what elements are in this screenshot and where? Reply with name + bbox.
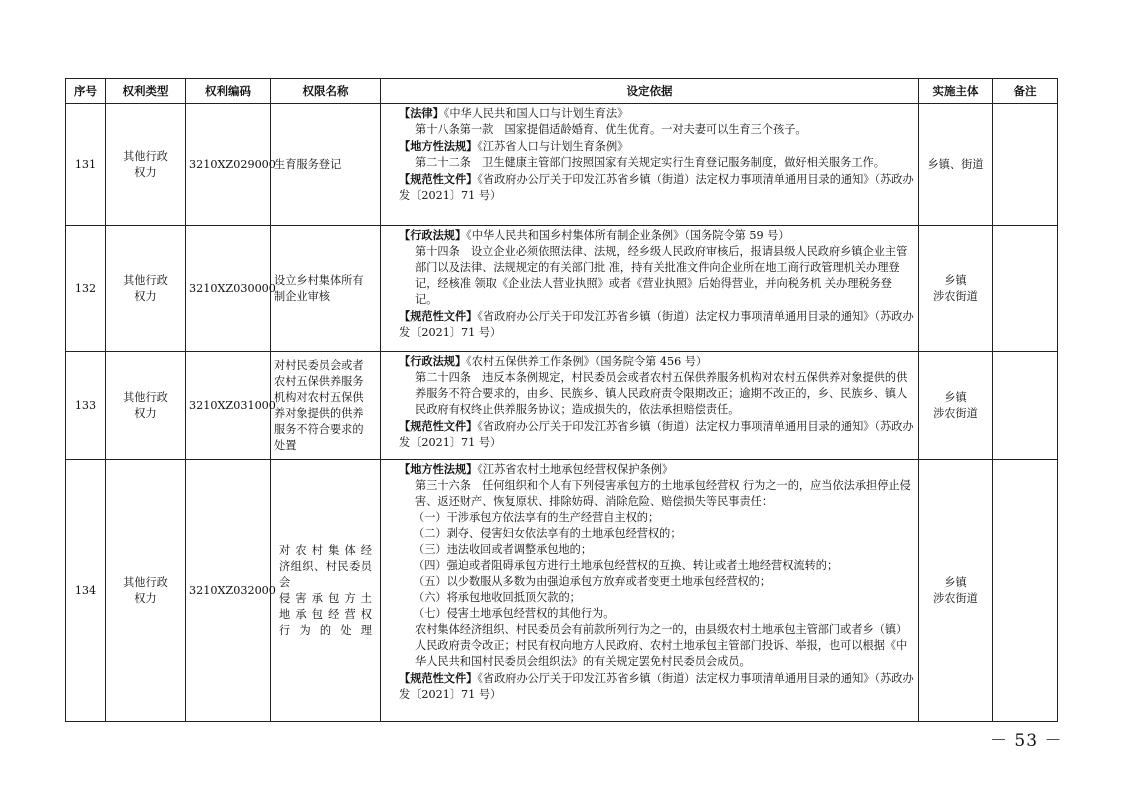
authority-type-cell — [106, 104, 186, 226]
legal-basis-text: （二）剥夺、侵害妇女依法享有的土地承包经营权的； — [413, 527, 682, 540]
legal-basis-text: （四）强迫或者阻碍承包方进行土地承包经营权的互换、转让或者土地经营权流转的； — [413, 559, 839, 572]
row-number-cell: 134 — [66, 460, 106, 722]
header-subject: 实施主体 — [919, 79, 993, 104]
legal-basis-tag: 【法律】 — [399, 106, 444, 120]
legal-basis-paragraph — [387, 526, 914, 542]
authority-type-line: 其他行政 — [123, 390, 168, 404]
legal-basis-paragraph — [387, 622, 914, 670]
legal-basis-text: 第二十四条 违反本条例规定，村民委员会或者农村五保供养服务机构对农村五保供养对象提供的供养服务不符合要求的，由乡、民族乡、镇人民政府责令限期改正；逾期不改正的，乡、民族乡、镇人民政府有权终止供养服务协议；造成损失的，依法承担赔偿责任。 — [415, 371, 908, 416]
legal-basis-text: 第十四条 设立企业必须依照法律、法规，经乡级人民政府审核后，报请县级人民政府乡镇企业主管部门以及法律、法规规定的有关部门批 准，持有关批准文件向企业所在地工商行政管理机关办理登记，经核准 领取《企业法人营业执照》或者《营业执照》后始得营业，并向税务机 关办理税务登记。 — [415, 245, 908, 306]
implementing-subject-line: 乡镇 — [944, 575, 967, 589]
legal-basis-text: 《省政府办公厅关于印发江苏省乡镇（街道）法定权力事项清单通用目录的通知》（苏政办发〔2021〕71 号） — [399, 173, 914, 202]
legal-basis-paragraph — [387, 138, 914, 155]
legal-basis-paragraph — [387, 461, 914, 478]
legal-basis-text: （七）侵害土地承包经营权的其他行为。 — [413, 607, 615, 620]
authority-type-cell — [106, 460, 186, 722]
authority-name-line: 机构对农村五保供 — [274, 390, 364, 404]
authority-code-cell: 3210XZ032000 — [186, 460, 271, 722]
authority-name-line: 行为的处理 — [279, 623, 372, 637]
implementing-subject-line: 乡镇 — [944, 390, 967, 404]
table-row — [66, 226, 1058, 352]
legal-basis-paragraph — [387, 105, 914, 122]
legal-basis-paragraph — [387, 542, 914, 558]
legal-basis-text: （五）以少数服从多数为由强迫承包方放弃或者变更土地承包经营权的； — [413, 575, 772, 588]
legal-basis-text: 《中华人民共和国人口与计划生育法》 — [443, 107, 629, 120]
implementing-subject-line: 涉农街道 — [933, 591, 978, 605]
authority-type-cell — [106, 352, 186, 460]
implementing-subject-line: 涉农街道 — [933, 406, 978, 420]
authority-name-cell — [271, 104, 381, 226]
legal-basis-cell — [381, 226, 919, 352]
row-number-cell: 132 — [66, 226, 106, 352]
legal-basis-text: （一）干涉承包方依法享有的生产经营自主权的； — [413, 511, 660, 524]
table-row — [66, 460, 1058, 722]
authority-type-line: 其他行政 — [123, 575, 168, 589]
header-no: 序号 — [66, 79, 106, 104]
authority-name-line: 对农村集体经 — [279, 543, 372, 557]
authority-name-cell — [271, 460, 381, 722]
legal-basis-text: 《省政府办公厅关于印发江苏省乡镇（街道）法定权力事项清单通用目录的通知》（苏政办发〔2021〕71 号） — [399, 672, 914, 701]
legal-basis-tag: 【地方性法规】 — [399, 462, 478, 476]
legal-basis-paragraph — [387, 171, 914, 204]
authority-type-line: 权力 — [134, 289, 157, 303]
legal-basis-text: （六）将承包地收回抵顶欠款的； — [413, 591, 581, 604]
implementing-subject-line: 乡镇 — [944, 273, 967, 287]
implementing-subject-cell — [919, 460, 993, 722]
page-number: － 53 － — [990, 731, 1063, 751]
legal-basis-paragraph — [387, 590, 914, 606]
legal-basis-tag: 【地方性法规】 — [399, 139, 478, 153]
legal-basis-paragraph — [387, 574, 914, 590]
authority-name-line: 制企业审核 — [274, 289, 330, 303]
legal-basis-text: 第三十六条 任何组织和个人有下列侵害承包方的土地承包经营权 行为之一的，应当依法承担停止侵害、返还财产、恢复原状、排除妨碍、消除危险、赔偿损失等民事责任： — [415, 479, 911, 508]
row-number-cell: 131 — [66, 104, 106, 226]
legal-basis-paragraph — [387, 155, 914, 171]
authority-type-line: 权力 — [134, 591, 157, 605]
legal-basis-tag: 【行政法规】 — [399, 228, 467, 242]
remark-cell — [993, 460, 1058, 722]
legal-basis-paragraph — [387, 244, 914, 308]
authority-name-line: 设立乡村集体所有 — [274, 273, 364, 287]
legal-basis-tag: 【规范性文件】 — [399, 671, 478, 685]
table-row — [66, 352, 1058, 460]
authority-table — [65, 78, 1058, 722]
authority-type-line: 其他行政 — [123, 149, 168, 163]
implementing-subject-cell — [919, 104, 993, 226]
legal-basis-text: 《中华人民共和国乡村集体所有制企业条例》（国务院令第 59 号） — [466, 229, 790, 242]
legal-basis-paragraph — [387, 227, 914, 244]
legal-basis-cell — [381, 460, 919, 722]
table-body — [66, 104, 1058, 722]
table-header-row — [66, 79, 1058, 104]
remark-cell — [993, 352, 1058, 460]
legal-basis-paragraph — [387, 558, 914, 574]
authority-type-cell — [106, 226, 186, 352]
legal-basis-text: 《江苏省农村土地承包经营权保护条例》 — [477, 463, 674, 476]
legal-basis-text: 第十八条第一款 国家提倡适龄婚育、优生优育。一对夫妻可以生育三个孩子。 — [415, 123, 807, 136]
remark-cell — [993, 104, 1058, 226]
legal-basis-tag: 【规范性文件】 — [399, 172, 478, 186]
authority-name-line: 地承包经营权 — [279, 607, 372, 621]
implementing-subject-cell — [919, 352, 993, 460]
legal-basis-text: （三）违法收回或者调整承包地的； — [413, 543, 593, 556]
header-remark: 备注 — [993, 79, 1058, 104]
implementing-subject-line: 乡镇、街道 — [927, 157, 984, 171]
legal-basis-tag: 【规范性文件】 — [399, 419, 478, 433]
legal-basis-paragraph — [387, 370, 914, 418]
legal-basis-paragraph — [387, 418, 914, 451]
legal-basis-text: 《省政府办公厅关于印发江苏省乡镇（街道）法定权力事项清单通用目录的通知》（苏政办发〔2021〕71 号） — [399, 310, 914, 339]
legal-basis-tag: 【规范性文件】 — [399, 309, 478, 323]
authority-name-line: 农村五保供养服务 — [274, 374, 364, 388]
authority-name-line: 对村民委员会或者 — [274, 358, 364, 372]
legal-basis-text: 《江苏省人口与计划生育条例》 — [477, 140, 629, 153]
legal-basis-cell — [381, 104, 919, 226]
header-code: 权利编码 — [186, 79, 271, 104]
authority-name-line: 养对象提供的供养 — [274, 406, 364, 420]
authority-name-line: 济组织、村民委员会 — [279, 559, 372, 589]
legal-basis-text: 《省政府办公厅关于印发江苏省乡镇（街道）法定权力事项清单通用目录的通知》（苏政办发〔2021〕71 号） — [399, 420, 914, 449]
legal-basis-text: 第二十二条 卫生健康主管部门按照国家有关规定实行生育登记服务制度，做好相关服务工作。 — [415, 156, 885, 169]
authority-type-line: 其他行政 — [123, 273, 168, 287]
legal-basis-text: 《农村五保供养工作条例》（国务院令第 456 号） — [466, 355, 708, 368]
authority-code-cell: 3210XZ030000 — [186, 226, 271, 352]
authority-name-line: 侵害承包方土 — [279, 591, 372, 605]
remark-cell — [993, 226, 1058, 352]
authority-name-cell — [271, 352, 381, 460]
implementing-subject-cell — [919, 226, 993, 352]
authority-name-line: 服务不符合要求的 — [274, 422, 364, 436]
table-row — [66, 104, 1058, 226]
authority-type-line: 权力 — [134, 165, 157, 179]
authority-name-cell — [271, 226, 381, 352]
header-type: 权利类型 — [106, 79, 186, 104]
authority-code-cell: 3210XZ031000 — [186, 352, 271, 460]
legal-basis-paragraph — [387, 670, 914, 703]
row-number-cell: 133 — [66, 352, 106, 460]
authority-code-cell: 3210XZ029000 — [186, 104, 271, 226]
legal-basis-paragraph — [387, 478, 914, 510]
header-basis: 设定依据 — [381, 79, 919, 104]
legal-basis-paragraph — [387, 510, 914, 526]
authority-name-line: 生育服务登记 — [274, 157, 342, 171]
legal-basis-paragraph — [387, 606, 914, 622]
legal-basis-text: 农村集体经济组织、村民委员会有前款所列行为之一的，由县级农村土地承包主管部门或者乡（镇）人民政府责令改正；村民有权向地方人民政府、农村土地承包主管部门投诉、举报，也可以根据《中华人民共和国村民委员会组织法》的有关规定罢免村民委员会成员。 — [415, 623, 908, 668]
legal-basis-paragraph — [387, 353, 914, 370]
legal-basis-paragraph — [387, 308, 914, 341]
implementing-subject-line: 涉农街道 — [933, 289, 978, 303]
legal-basis-cell — [381, 352, 919, 460]
authority-type-line: 权力 — [134, 406, 157, 420]
header-name: 权限名称 — [271, 79, 381, 104]
legal-basis-paragraph — [387, 122, 914, 138]
authority-name-line: 处置 — [274, 438, 297, 452]
legal-basis-tag: 【行政法规】 — [399, 354, 467, 368]
